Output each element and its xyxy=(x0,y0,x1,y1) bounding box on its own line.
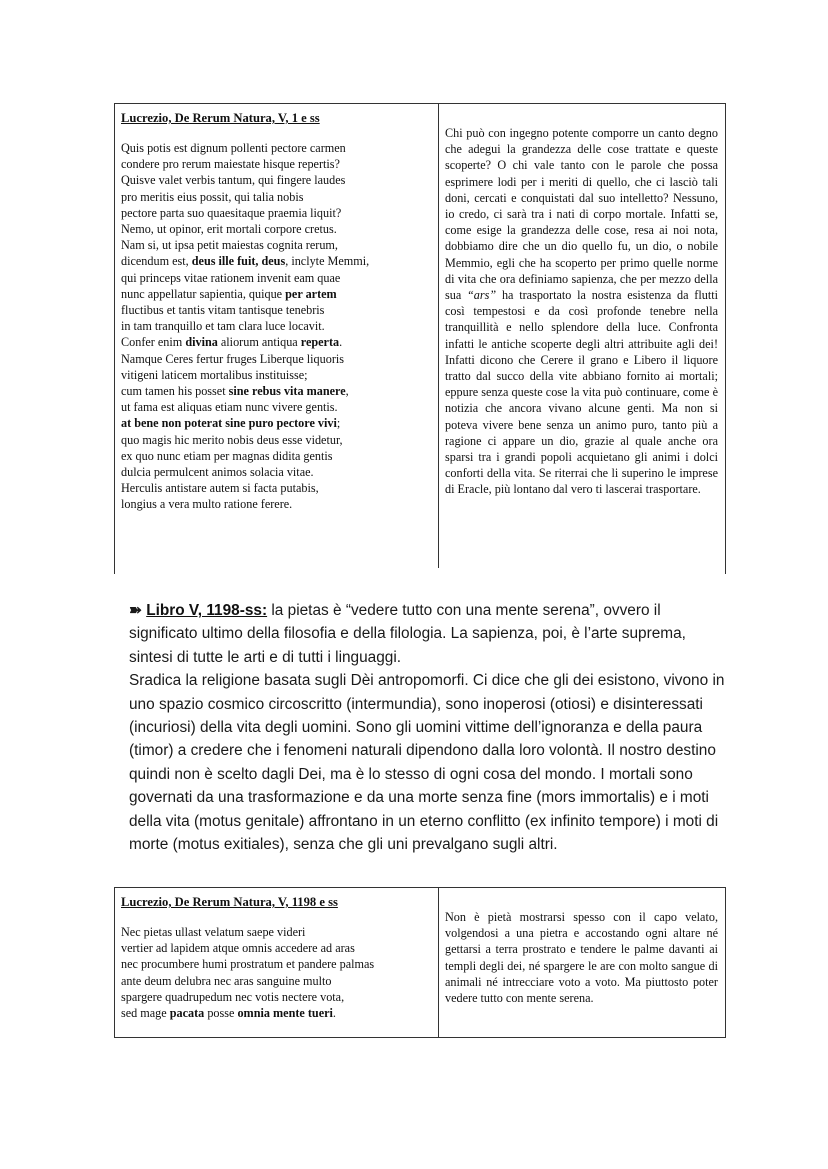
line-segment: posse xyxy=(204,1006,238,1021)
line-segment: Confer enim xyxy=(121,335,186,350)
text-segment: Non è pietà mostrarsi spesso con il capo velato, volgendosi a una pietra e accostando ogni altare né gettarsi a terra prostrato e tendere le palme davanti ai templi degli dei, né spargere le are con molto sangue di animali né intrecciare voto a voto. Ma piuttosto poter vedere tutto con mente serena. xyxy=(445,910,718,1006)
text-segment: Chi può con ingegno potente comporre un canto degno che adegui la grandezza delle cose trattate e queste scoperte? O chi vale tanto con le parole che possa esprimere lodi per i meriti di quello, che ci lasciò tali doni, cercati e conquistati dal suo intelletto? Nessuno, io credo, ci sarà tra i nati di corpo mortale. Infatti se, come esige la grandezza delle cose, resa ai noi nota, dobbiamo dire che un dio quello fu, un dio, o nobile Memmio, egli che ha scoperto per primo quelle norme di vita che ora definiamo sapienza, che per mezzo della sua xyxy=(445,126,718,303)
latin-line xyxy=(121,383,434,399)
latin-line xyxy=(121,924,434,940)
notes-section xyxy=(129,599,729,856)
emphasis-text: reperta xyxy=(300,335,340,350)
italian-translation xyxy=(445,125,718,498)
latin-line xyxy=(121,189,434,205)
line-segment: . xyxy=(339,335,343,350)
latin-text xyxy=(121,924,434,1021)
latin-line xyxy=(121,496,434,512)
line-segment: dulcia permulcent animos solacia vitae. xyxy=(121,465,314,480)
line-segment: ; xyxy=(336,416,341,431)
italian-column xyxy=(439,888,725,1037)
line-segment: Herculis antistare autem si facta putabis, xyxy=(121,481,319,496)
latin-column xyxy=(115,888,439,1037)
line-segment: aliorum antiqua xyxy=(217,335,301,350)
cropped-edge xyxy=(115,568,725,574)
latin-line xyxy=(121,140,434,156)
latin-column xyxy=(115,104,439,573)
line-segment: . xyxy=(332,1006,336,1021)
line-segment: longius a vera multo ratione ferere. xyxy=(121,497,293,512)
latin-line xyxy=(121,1005,434,1021)
line-segment: , inclyte Memmi, xyxy=(285,254,370,269)
line-segment: Nec pietas ullast velatum saepe videri xyxy=(121,925,306,939)
latin-line xyxy=(121,432,434,448)
line-segment: pectore parta suo quaesitaque praemia liquit? xyxy=(121,205,342,220)
emphasis-text: per artem xyxy=(285,286,337,301)
latin-line xyxy=(121,172,434,188)
emphasis-text: divina xyxy=(185,335,218,350)
line-segment: Quisve valet verbis tantum, qui fingere laudes xyxy=(121,173,346,188)
latin-line xyxy=(121,448,434,464)
emphasis-text: pacata xyxy=(169,1006,205,1021)
line-segment: spargere quadrupedum nec votis nectere vota, xyxy=(121,989,345,1004)
latin-line xyxy=(121,367,434,383)
book-reference: Libro V, 1198-ss: xyxy=(146,602,268,619)
line-segment: vitigeni laticem mortalibus instituisse; xyxy=(121,367,308,382)
latin-line xyxy=(121,286,434,302)
line-segment: Nemo, ut opinor, erit mortali corpore cretus. xyxy=(121,222,337,237)
line-segment: pro meritis eius possit, qui talia nobis xyxy=(121,189,304,204)
latin-line xyxy=(121,351,434,367)
line-segment: nunc appellatur sapientia, quique xyxy=(121,286,286,301)
latin-line xyxy=(121,334,434,350)
latin-line xyxy=(121,270,434,286)
translation-table-1 xyxy=(114,103,726,574)
line-segment: dicendum est, xyxy=(121,254,192,269)
line-segment: ut fama est aliquas etiam nunc vivere gentis. xyxy=(121,400,338,415)
line-segment: cum tamen his posset xyxy=(121,384,229,399)
emphasis-text: deus ille fuit, deus xyxy=(191,254,286,269)
line-segment: condere pro rerum maiestate hisque repertis? xyxy=(121,157,340,172)
table-title: Lucrezio, De Rerum Natura, V, 1198 e ss xyxy=(121,895,338,909)
latin-line xyxy=(121,973,434,989)
latin-line xyxy=(121,318,434,334)
line-segment: qui princeps vitae rationem invenit eam quae xyxy=(121,270,341,285)
line-segment: vertier ad lapidem atque omnis accedere ad aras xyxy=(121,941,355,956)
latin-line xyxy=(121,989,434,1005)
italian-translation xyxy=(445,909,718,1006)
emphasis-text: omnia mente tueri xyxy=(237,1006,333,1021)
latin-line xyxy=(121,302,434,318)
latin-line xyxy=(121,237,434,253)
latin-line xyxy=(121,415,434,431)
latin-line xyxy=(121,221,434,237)
arrow-icon: ➽ xyxy=(129,602,142,619)
emphasis-text: sine rebus vita manere xyxy=(228,384,346,399)
line-segment: ante deum delubra nec aras sanguine multo xyxy=(121,973,332,988)
latin-line xyxy=(121,940,434,956)
italic-term: “ars” xyxy=(467,288,497,303)
line-segment: sed mage xyxy=(121,1006,170,1021)
notes-paragraph-1 xyxy=(129,599,729,669)
latin-line xyxy=(121,956,434,972)
latin-line xyxy=(121,253,434,269)
line-segment: , xyxy=(345,384,349,399)
line-segment: Namque Ceres fertur fruges Liberque liquoris xyxy=(121,351,345,366)
line-segment: ex quo nunc etiam per magnas didita gentis xyxy=(121,448,333,463)
line-segment: Nam si, ut ipsa petit maiestas cognita rerum, xyxy=(121,238,338,253)
latin-line xyxy=(121,480,434,496)
latin-text xyxy=(121,140,434,513)
line-segment: quo magis hic merito nobis deus esse videtur, xyxy=(121,432,343,447)
table-title: Lucrezio, De Rerum Natura, V, 1 e ss xyxy=(121,111,320,125)
translation-table-2 xyxy=(114,887,726,1038)
line-segment: nec procumbere humi prostratum et pandere palmas xyxy=(121,957,375,972)
line-segment: Quis potis est dignum pollenti pectore carmen xyxy=(121,141,346,155)
latin-line xyxy=(121,399,434,415)
notes-paragraph-2: Sradica la religione basata sugli Dèi antropomorfi. Ci dice che gli dei esistono, vivono in uno spazio cosmico circoscritto (intermundia), sono inoperosi (otiosi) e disinteressati (incuriosi) della vita degli uomini. Sono gli uomini vittime dell’ignoranza e della paura (timor) a credere che i fenomeni naturali dipendono dalla loro volontà. Il nostro destino quindi non è scelto dagli Dei, ma è lo stesso di ogni cosa del mondo. I mortali sono governati da una trasformazione e da una morte senza fine (mors immortalis) e i moti della vita (motus genitale) affrontano in un eterno conflitto (ex infinito tempore) i moti di morte (motus exitiales), senza che gli uni prevalgano sugli altri. xyxy=(129,672,725,854)
text-segment: ha trasportato la nostra esistenza da flutti così tempestosi e da così profonde tenebre nella tranquillità e nello splendore della luce. Confronta infatti le antiche scoperte degli altri attribuite agli dei! Infatti dicono che Cerere il grano e Libero il liquore tratto dal succo della vite abbiano fornito ai mortali; eppure senza queste cose la vita può continuare, come è notizia che ancora vivano alcune genti. Ma non si poteva vivere bene senza un animo puro, tanto più a ragione ci appare un dio, grazie al quale anche ora sparsi tra i grandi popoli acquietano gli animi i dolci conforti della vita. Se riterrai che li superino le imprese di Eracle, più lontano dal vero ti lascerai trasportare. xyxy=(445,288,719,497)
line-segment: in tam tranquillo et tam clara luce locavit. xyxy=(121,319,325,334)
line-segment: fluctibus et tantis vitam tantisque tenebris xyxy=(121,303,325,318)
latin-line xyxy=(121,205,434,221)
latin-line xyxy=(121,156,434,172)
latin-line xyxy=(121,464,434,480)
notes-paragraph-1-text: la pietas è “vedere tutto con una mente serena”, ovvero il significato ultimo della filosofia e della filologia. La sapienza, poi, è l’arte suprema, sintesi di tutte le arti e di tutti i linguaggi. xyxy=(129,602,686,666)
emphasis-text: at bene non poterat sine puro pectore vivi xyxy=(121,416,337,431)
italian-column xyxy=(439,104,725,573)
